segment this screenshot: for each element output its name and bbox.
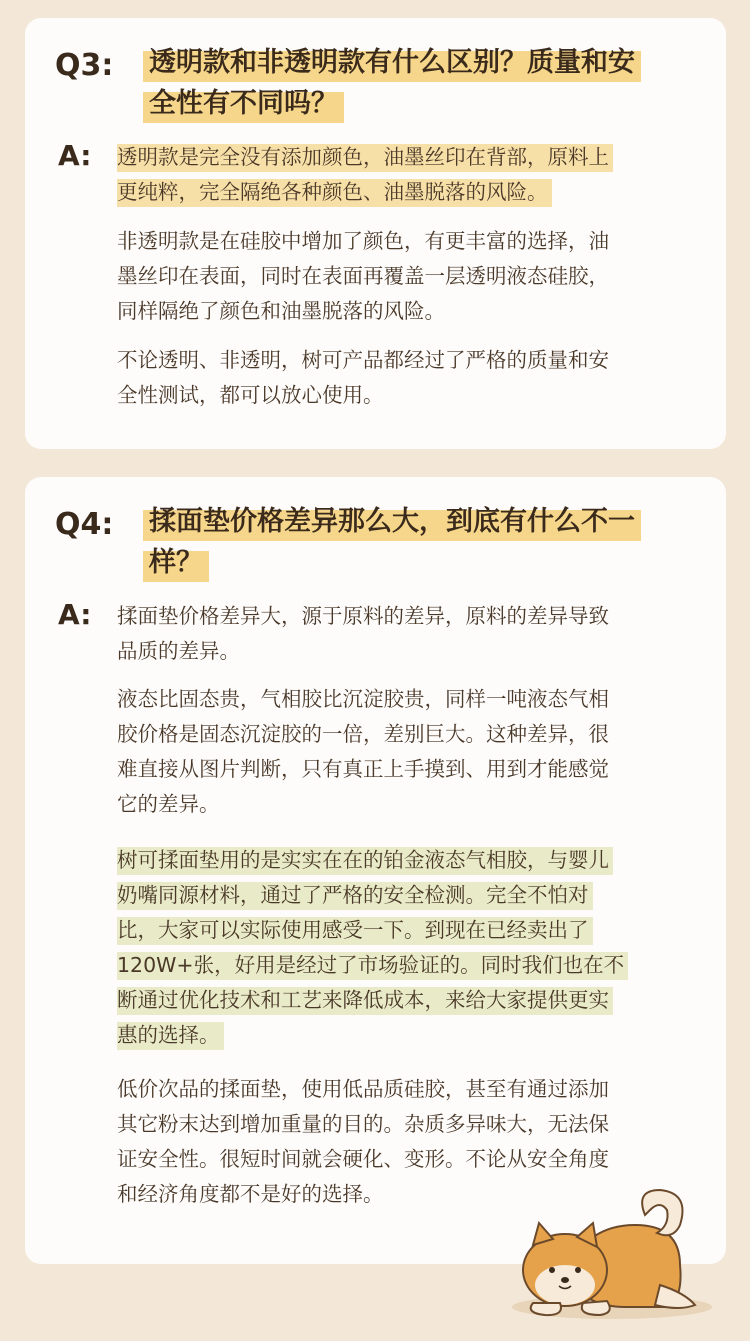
answer-line: 不论透明、非透明，树可产品都经过了严格的质量和安: [117, 348, 609, 372]
question-text: [143, 503, 719, 585]
faq-card-q4: [25, 477, 726, 1264]
answer-line: 树可揉面垫用的是实实在在的铂金液态气相胶，与婴儿: [117, 843, 613, 878]
answer-line: 低价次品的揉面垫，使用低品质硅胶，甚至有通过添加: [117, 1077, 609, 1101]
question-label: Q3:: [55, 48, 114, 83]
question-label: Q4:: [55, 507, 114, 542]
answer-label: A:: [58, 139, 92, 172]
answer-line: 和经济角度都不是好的选择。: [117, 1182, 384, 1206]
answer-line: 比，大家可以实际使用感受一下。到现在已经卖出了: [117, 913, 593, 948]
answer-line: 更纯粹，完全隔绝各种颜色、油墨脱落的风险。: [117, 175, 552, 210]
answer-line: 墨丝印在表面，同时在表面再覆盖一层透明液态硅胶，: [117, 264, 609, 288]
answer-line: 全性测试，都可以放心使用。: [117, 383, 384, 407]
question-line: 样？: [143, 544, 209, 582]
answer-line: 120W+张，好用是经过了市场验证的。同时我们也在不: [117, 948, 628, 983]
shiba-inu-dog-icon: [505, 1185, 720, 1325]
answer-paragraph: [117, 224, 707, 329]
question-text: [143, 44, 719, 126]
answer-line: 惠的选择。: [117, 1018, 224, 1053]
answer-line: 断通过优化技术和工艺来降低成本，来给大家提供更实: [117, 983, 613, 1018]
question-line: 揉面垫价格差异那么大，到底有什么不一: [143, 503, 641, 541]
answer-line: 非透明款是在硅胶中增加了颜色，有更丰富的选择，油: [117, 229, 609, 253]
answer-label: A:: [58, 598, 92, 631]
answer-paragraph: [117, 343, 707, 413]
answer-line: 证安全性。很短时间就会硬化、变形。不论从安全角度: [117, 1147, 609, 1171]
answer-paragraph: [117, 599, 707, 669]
answer-line: 它的差异。: [117, 792, 220, 816]
question-line: 透明款和非透明款有什么区别？质量和安: [143, 44, 641, 82]
answer-line: 液态比固态贵，气相胶比沉淀胶贵，同样一吨液态气相: [117, 687, 609, 711]
faq-card-q3: [25, 18, 726, 449]
answer-paragraph-highlighted: [117, 843, 707, 1053]
answer-paragraph-highlighted: [117, 140, 707, 210]
answer-line: 奶嘴同源材料，通过了严格的安全检测。完全不怕对: [117, 878, 593, 913]
answer-line: 胶价格是固态沉淀胶的一倍，差别巨大。这种差异，很: [117, 722, 609, 746]
answer-line: 其它粉末达到增加重量的目的。杂质多异味大，无法保: [117, 1112, 609, 1136]
answer-line: 揉面垫价格差异大，源于原料的差异，原料的差异导致: [117, 604, 609, 628]
answer-line: 透明款是完全没有添加颜色，油墨丝印在背部，原料上: [117, 140, 613, 175]
answer-line: 品质的差异。: [117, 639, 240, 663]
question-line: 全性有不同吗？: [143, 85, 344, 123]
answer-line: 难直接从图片判断，只有真正上手摸到、用到才能感觉: [117, 757, 609, 781]
answer-paragraph: [117, 682, 707, 822]
answer-line: 同样隔绝了颜色和油墨脱落的风险。: [117, 299, 445, 323]
